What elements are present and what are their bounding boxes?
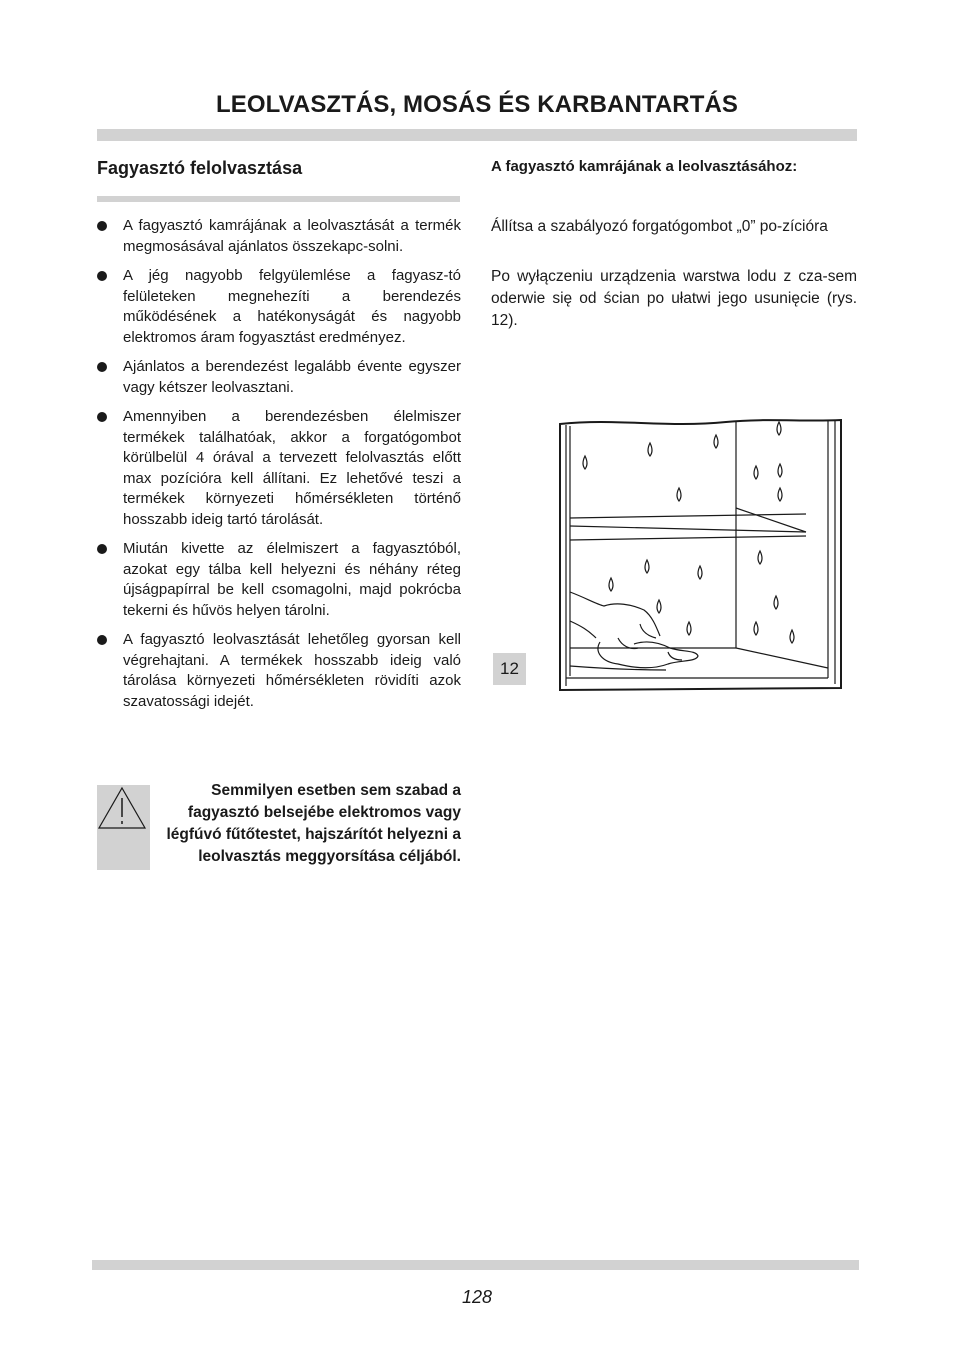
- list-item: Amennyiben a berendezésben élelmiszer termékek találhatóak, akkor a forgatógombot körülbelül 4 órával a tervezett felolvasztás előtt max pozícióra kell állítani. Ez lehetővé teszi a termékek környezeti hőmérsékleten történő hosszabb ideig tartó tárolását.: [97, 407, 461, 530]
- figure-number-label: 12: [493, 653, 526, 685]
- instruction-paragraph-2: Po wyłączeniu urządzenia warstwa lodu z cza-sem oderwie się od ścian po ułatwi jego usunięcie (rys. 12).: [491, 268, 857, 329]
- warning-box: [97, 785, 150, 870]
- bullet-icon: [97, 271, 107, 281]
- water-drops: [583, 422, 794, 643]
- page-title: LEOLVASZTÁS, MOSÁS ÉS KARBANTARTÁS: [215, 91, 739, 118]
- bullet-icon: [97, 362, 107, 372]
- warning-text: Semmilyen esetben sem szabad a fagyasztó belsejébe elektromos vagy légfúvó fűtőtestet, hajszárítót helyezni a leolvasztás meggyorsítása céljából.: [166, 782, 461, 865]
- section-heading-right: A fagyasztó kamrájának a leolvasztásához:: [491, 158, 798, 175]
- instruction-list: [97, 216, 461, 721]
- page-number: 128: [461, 1287, 493, 1307]
- bullet-icon: [97, 412, 107, 422]
- title-underline-bar: [97, 129, 857, 141]
- list-item: A jég nagyobb felgyülemlése a fagyasz-tó felületeken megnehezíti a berendezés működésének a hatékonyságát és nagyobb elektromos áram fogyasztást eredményez.: [97, 266, 461, 348]
- list-item: A fagyasztó kamrájának a leolvasztását a termék megmosásával ajánlatos összekapc-solni.: [97, 216, 461, 257]
- bullet-icon: [97, 544, 107, 554]
- footer-bar: [92, 1260, 859, 1270]
- list-item: A fagyasztó leolvasztását lehetőleg gyorsan kell végrehajtani. A termékek hosszabb ideig való tárolása környezeti hőmérsékleten rövidíti azok szavatossági idejét.: [97, 630, 461, 712]
- bullet-icon: [97, 635, 107, 645]
- left-heading-underline: [97, 196, 460, 202]
- list-item: Miután kivette az élelmiszert a fagyasztóból, azokat egy tálba kell helyezni és néhány réteg újságpapírral be kell csomagolni, majd pokrócba tekerni és hűvös helyen tárolni.: [97, 539, 461, 621]
- instruction-paragraph-1: Állítsa a szabályozó forgatógombot „0” po-zícióra: [491, 218, 828, 235]
- freezer-defrost-illustration: [556, 416, 848, 694]
- warning-triangle-icon: [97, 785, 150, 870]
- bullet-icon: [97, 221, 107, 231]
- section-heading-left: Fagyasztó felolvasztása: [97, 158, 303, 178]
- list-item: Ajánlatos a berendezést legalább évente egyszer vagy kétszer leolvasztani.: [97, 357, 461, 398]
